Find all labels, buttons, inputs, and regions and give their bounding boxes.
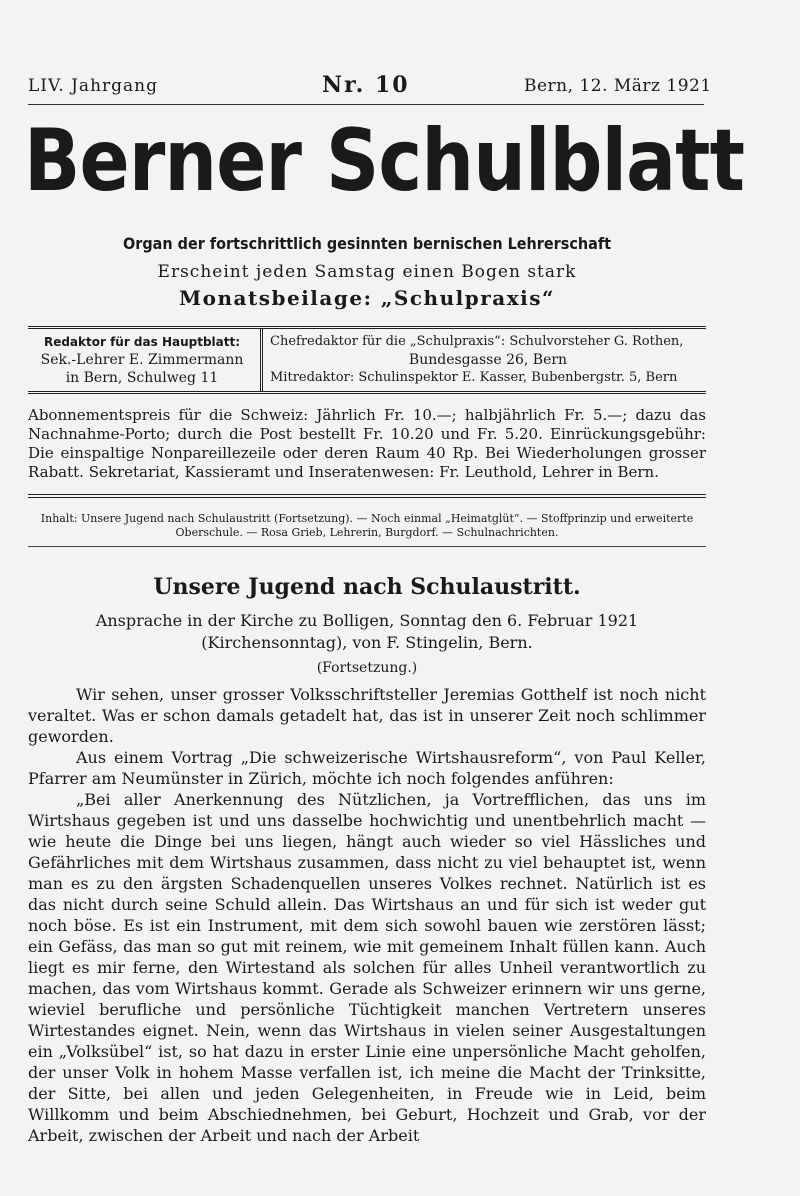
masthead-title: Berner Schulblatt (24, 111, 745, 211)
masthead-supplement: Monatsbeilage: „Schulpraxis“ (179, 286, 555, 310)
contents-rule-bottom (28, 546, 706, 547)
masthead-appears: Erscheint jeden Samstag einen Bogen stark (157, 262, 577, 282)
editors-box (28, 326, 706, 394)
contents-rule-top (28, 494, 706, 498)
issue-number: Nr. 10 (322, 72, 410, 98)
editor-praxis (270, 333, 706, 387)
editor-main (28, 333, 256, 387)
editor-praxis-line2: Bundesgasse 26, Bern (408, 352, 568, 368)
editor-main-line1: Redaktor für das Hauptblatt: (43, 335, 241, 349)
article-paragraph: Wir sehen, unser grosser Volksschriftsteller Jeremias Gotthelf ist noch nicht veraltet. Was er schon damals getadelt hat, das ist in unserer Zeit noch schlimmer geworden. (28, 685, 706, 746)
article-continuation: (Fortsetzung.) (316, 660, 418, 676)
editor-main-line3: in Bern, Schulweg 11 (65, 370, 219, 386)
place-date: Bern, 12. März 1921 (524, 76, 712, 96)
contents-list: Inhalt: Unsere Jugend nach Schulaustritt (Fortsetzung). — Noch einmal „Heimatglüt“. — Stoffprinzip und erweiterte Oberschule. — Rosa Grieb, Lehrerin, Burgdorf. — Schulnachrichten. (40, 512, 694, 539)
header-rule (28, 104, 704, 105)
volume-label: LIV. Jahrgang (28, 76, 158, 96)
article-subtitle: Ansprache in der Kirche zu Bolligen, Sonntag den 6. Februar 1921 (Kirchensonntag), von F. Stingelin, Bern. (95, 611, 639, 652)
article-paragraph: Aus einem Vortrag „Die schweizerische Wirtshausreform“, von Paul Keller, Pfarrer am Neumünster in Zürich, möchte ich noch folgendes anführen: (28, 748, 706, 788)
editors-divider (260, 329, 263, 391)
article-paragraph: „Bei aller Anerkennung des Nützlichen, ja Vortrefflichen, das uns im Wirtshaus gegeben ist und uns dasselbe hochwichtig und unentbehrlich macht — wie heute die Dinge bei uns liegen, hängt auch wieder so viel Hässliches und Gefährliches mit dem Wirtshaus zusammen, dass nicht zu viel behauptet ist, wenn man es zu den ärgsten Schadenquellen unseres Volkes rechnet. Natürlich ist es das nicht durch seine Schuld allein. Das Wirtshaus an und für sich ist weder gut noch böse. Es ist ein Instrument, mit dem sich sowohl bauen wie zerstören lässt; ein Gefäss, das man so gut mit reinem, wie mit gemeinem Inhalt füllen kann. Auch liegt es mir ferne, den Wirtestand als solchen für alles Unheil verantwortlich zu machen, das vom Wirtshaus kommt. Gerade als Schweizer erinnern wir uns gerne, wieviel berufliche und persönliche Tüchtigkeit manchen Vertretern unseres Wirtestandes eignet. Nein, wenn das Wirtshaus in vielen seiner Ausgestaltungen ein „Volksübel“ ist, so hat dazu in erster Linie eine unpersönliche Macht geholfen, der unser Volk in hohem Masse verfallen ist, ich meine die Macht der Trinksitte, der Sitte, bei allen und jeden Gelegenheiten, in Freude wie in Leid, beim Willkomm und beim Abschiednehmen, bei Geburt, Hochzeit und Grab, vor der Arbeit, zwischen der Arbeit und nach der Arbeit (28, 790, 706, 1145)
article-title: Unsere Jugend nach Schulaustritt. (153, 574, 581, 600)
editor-praxis-line3: Mitredaktor: Schulinspektor E. Kasser, Bubenbergstr. 5, Bern (270, 370, 678, 385)
editor-praxis-line1: Chefredaktor für die „Schulpraxis“: Schulvorsteher G. Rothen, (270, 334, 684, 349)
article-body (28, 684, 706, 1146)
masthead-organ: Organ der fortschrittlich gesinnten bernischen Lehrerschaft (123, 234, 611, 253)
subscription-text: Abonnementspreis für die Schweiz: Jährlich Fr. 10.—; halbjährlich Fr. 5.—; dazu das Nachnahme-Porto; durch die Post bestellt Fr. 10.20 und Fr. 5.20. Einrückungsgebühr: Die einspaltige Nonpareillezeile oder deren Raum 40 Rp. Bei Wiederholungen grosser Rabatt. Sekretariat, Kassieramt und Inseratenwesen: Fr. Leuthold, Lehrer in Bern. (28, 406, 706, 481)
subscription-info (28, 406, 706, 482)
editor-main-line2: Sek.-Lehrer E. Zimmermann (40, 352, 244, 368)
